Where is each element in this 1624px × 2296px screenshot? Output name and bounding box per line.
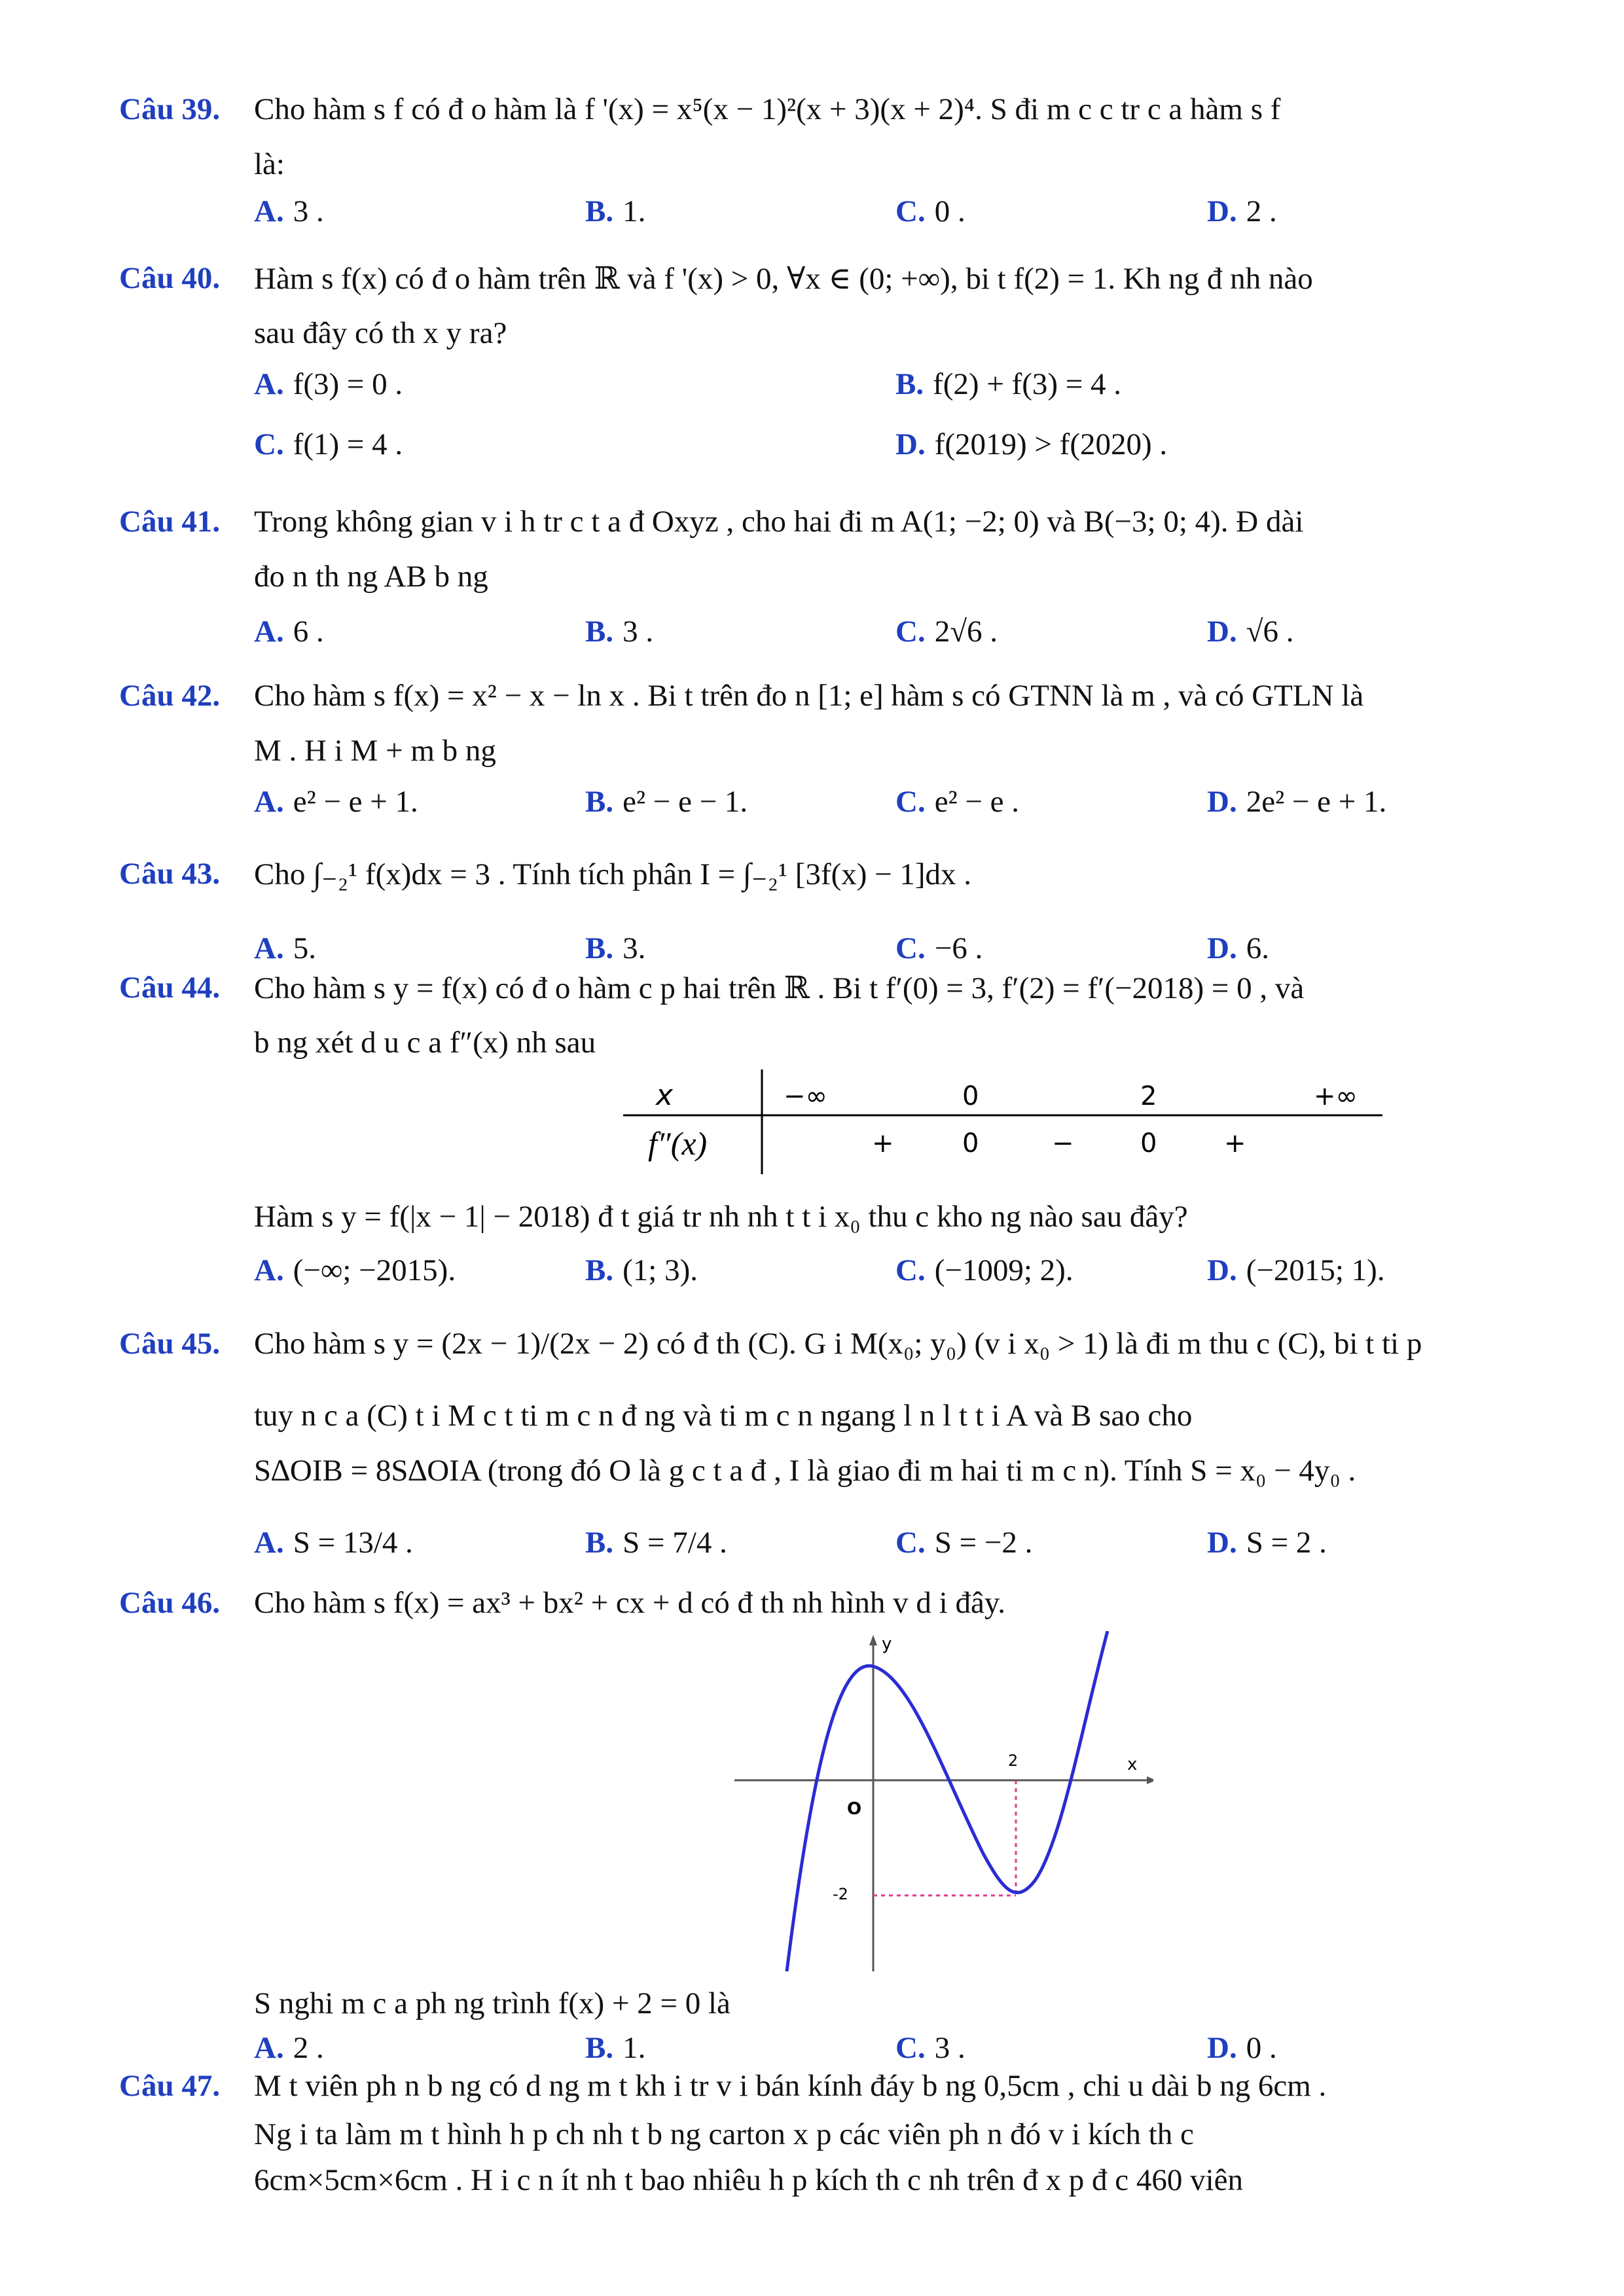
option-b[interactable]: B. 3. xyxy=(585,931,646,965)
question-number: Câu 44. xyxy=(119,971,221,1005)
x-axis-label: x xyxy=(1127,1755,1138,1774)
option-d[interactable]: D. S = 2 . xyxy=(1207,1526,1327,1560)
table-x-header: x xyxy=(656,1079,674,1112)
option-c[interactable]: C. 3 . xyxy=(895,2031,965,2065)
table-x-0: 0 xyxy=(962,1081,979,1111)
question-text: Cho hàm s f có đ o hàm là f '(x) = x⁵(x − 1)²(x + 3)(x + 2)⁴. S đi m c c tr c a hàm s f xyxy=(254,92,1281,126)
option-a[interactable]: A. e² − e + 1. xyxy=(254,785,418,819)
question-39 xyxy=(119,92,1520,242)
option-d[interactable]: D. 2 . xyxy=(1207,194,1277,228)
y-axis-label: y xyxy=(882,1634,892,1654)
question-44 xyxy=(119,970,1520,1310)
option-c[interactable]: C. e² − e . xyxy=(895,785,1020,819)
origin-label: O xyxy=(847,1799,862,1819)
table-zero-1: 0 xyxy=(962,1128,979,1158)
table-sign-2: − xyxy=(1052,1128,1074,1158)
question-41 xyxy=(119,504,1520,655)
question-text-cont: b ng xét d u c a f″(x) nh sau xyxy=(254,1026,596,1060)
option-c[interactable]: C. −6 . xyxy=(895,931,983,965)
question-number: Câu 40. xyxy=(119,261,221,295)
question-number: Câu 46. xyxy=(119,1586,221,1620)
question-text-cont: sau đây có th x y ra? xyxy=(254,316,507,350)
sign-table xyxy=(623,1069,1382,1174)
option-b[interactable]: B. e² − e − 1. xyxy=(585,785,748,819)
option-d[interactable]: D. (−2015; 1). xyxy=(1207,1253,1385,1287)
question-text: Cho hàm s y = f(x) có đ o hàm c p hai trên ℝ . Bi t f′(0) = 3, f′(2) = f′(−2018) = 0 , và xyxy=(254,971,1305,1005)
question-text: Cho hàm s y = (2x − 1)/(2x − 2) có đ th (C). G i M(x₀; y₀) (v i x₀ > 1) là đi m thu c (C), bi t ti p xyxy=(254,1327,1422,1361)
question-text-cont: đo n th ng AB b ng xyxy=(254,560,488,594)
tick-x-2: 2 xyxy=(1008,1751,1019,1770)
option-b[interactable]: B. f(2) + f(3) = 4 . xyxy=(895,367,1122,401)
option-a[interactable]: A. 6 . xyxy=(254,615,324,649)
question-text: Trong không gian v i h tr c t a đ Oxyz , cho hai đi m A(1; −2; 0) và B(−3; 0; 4). Đ dài xyxy=(254,505,1304,539)
question-number: Câu 43. xyxy=(119,857,221,891)
table-sign-3: + xyxy=(1224,1128,1246,1158)
option-c[interactable]: C. S = −2 . xyxy=(895,1526,1033,1560)
option-d[interactable]: D. 0 . xyxy=(1207,2031,1277,2065)
question-text-cont-2: Hàm s y = f(|x − 1| − 2018) đ t giá tr nh nh t t i x₀ thu c kho ng nào sau đây? xyxy=(254,1200,1188,1234)
option-a[interactable]: A. 5. xyxy=(254,931,316,965)
question-text: Cho hàm s f(x) = x² − x − ln x . Bi t trên đo n [1; e] hàm s có GTNN là m , và có GTLN là xyxy=(254,679,1364,713)
table-zero-2: 0 xyxy=(1140,1128,1157,1158)
question-number: Câu 41. xyxy=(119,505,221,539)
option-a[interactable]: A. 3 . xyxy=(254,194,324,228)
question-number: Câu 42. xyxy=(119,679,221,713)
question-number: Câu 47. xyxy=(119,2069,221,2103)
cubic-graph xyxy=(734,1631,1153,1971)
question-43 xyxy=(119,856,1520,967)
cubic-curve xyxy=(787,1631,1108,1971)
option-b[interactable]: B. 3 . xyxy=(585,615,654,649)
table-x-neginf: −∞ xyxy=(784,1081,827,1111)
table-fpp-header: f″(x) xyxy=(648,1125,708,1162)
tick-y-neg2: -2 xyxy=(833,1885,848,1903)
option-b[interactable]: B. (1; 3). xyxy=(585,1253,698,1287)
option-a[interactable]: A. S = 13/4 . xyxy=(254,1526,413,1560)
option-a[interactable]: A. (−∞; −2015). xyxy=(254,1253,456,1287)
table-x-posinf: +∞ xyxy=(1314,1081,1358,1111)
question-text: M t viên ph n b ng có d ng m t kh i tr v i bán kính đáy b ng 0,5cm , chi u dài b ng 6cm . xyxy=(254,2069,1327,2103)
option-d[interactable]: D. 2e² − e + 1. xyxy=(1207,785,1387,819)
question-text: Cho ∫₋₂¹ f(x)dx = 3 . Tính tích phân I = ∫₋₂¹ [3f(x) − 1]dx . xyxy=(254,857,972,891)
option-c[interactable]: C. f(1) = 4 . xyxy=(254,427,403,461)
option-c[interactable]: C. 2√6 . xyxy=(895,615,998,649)
question-text-cont: Ng i ta làm m t hình h p ch nh t b ng carton x p các viên ph n đó v i kích th c xyxy=(254,2117,1194,2151)
option-d[interactable]: D. √6 . xyxy=(1207,615,1294,649)
question-text-cont: M . H i M + m b ng xyxy=(254,734,496,768)
option-b[interactable]: B. 1. xyxy=(585,194,646,228)
question-text: Hàm s f(x) có đ o hàm trên ℝ và f '(x) > 0, ∀x ∈ (0; +∞), bi t f(2) = 1. Kh ng đ nh nào xyxy=(254,262,1313,296)
option-a[interactable]: A. 2 . xyxy=(254,2031,324,2065)
option-d[interactable]: D. 6. xyxy=(1207,931,1269,965)
question-47 xyxy=(119,2068,1520,2232)
table-sign-1: + xyxy=(872,1128,894,1158)
question-number: Câu 39. xyxy=(119,92,221,126)
option-d[interactable]: D. f(2019) > f(2020) . xyxy=(895,427,1168,461)
option-b[interactable]: B. S = 7/4 . xyxy=(585,1526,727,1560)
question-42 xyxy=(119,678,1520,835)
option-a[interactable]: A. f(3) = 0 . xyxy=(254,367,403,401)
question-text-cont: S nghi m c a ph ng trình f(x) + 2 = 0 là xyxy=(254,1986,731,2020)
question-45 xyxy=(119,1326,1520,1575)
question-46 xyxy=(119,1585,1520,2070)
table-x-2: 2 xyxy=(1140,1081,1157,1111)
question-text-cont: tuy n c a (C) t i M c t ti m c n đ ng và ti m c n ngang l n l t t i A và B sao cho xyxy=(254,1399,1193,1433)
question-text-cont: là: xyxy=(254,147,285,181)
option-c[interactable]: C. (−1009; 2). xyxy=(895,1253,1074,1287)
question-text-cont-2: S∆OIB = 8S∆OIA (trong đó O là g c t a đ , I là giao đi m hai ti m c n). Tính S = x₀ − 4y₀ . xyxy=(254,1454,1356,1488)
question-text: Cho hàm s f(x) = ax³ + bx² + cx + d có đ th nh hình v d i đây. xyxy=(254,1586,1006,1620)
option-b[interactable]: B. 1. xyxy=(585,2031,646,2065)
option-c[interactable]: C. 0 . xyxy=(895,194,965,228)
question-number: Câu 45. xyxy=(119,1327,221,1361)
question-40 xyxy=(119,260,1520,470)
question-text-cont-2: 6cm×5cm×6cm . H i c n ít nh t bao nhiêu h p kích th c nh trên đ x p đ c 460 viên xyxy=(254,2163,1244,2197)
